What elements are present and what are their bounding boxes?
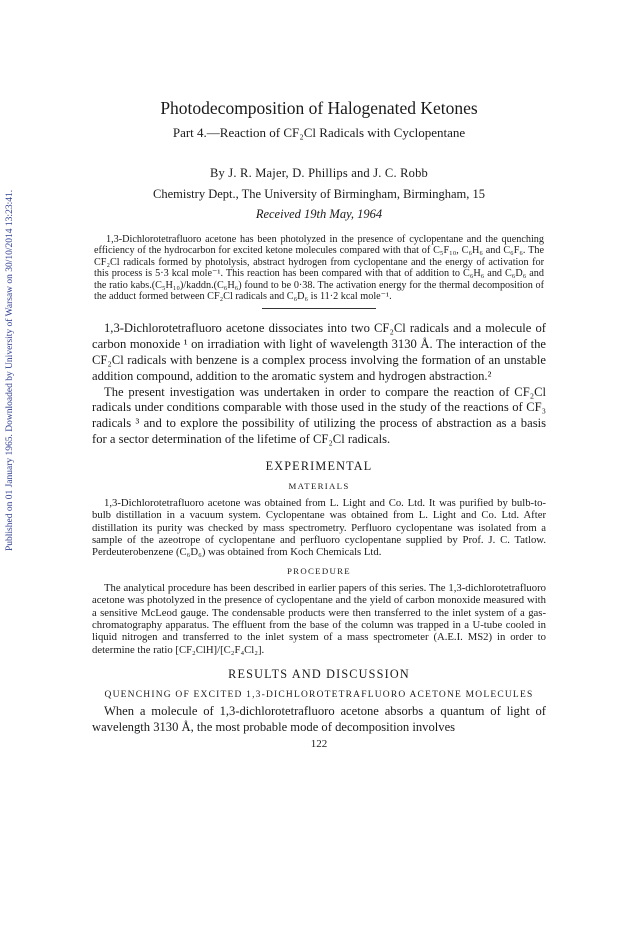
separator-rule — [262, 308, 376, 309]
page-number: 122 — [310, 737, 328, 750]
download-notice: Published on 01 January 1965. Downloaded by University of Warsaw on 30/10/2014 13:23:41. — [5, 189, 15, 551]
received-date: Received 19th May, 1964 — [255, 207, 383, 221]
subsection-heading-quenching: QUENCHING OF EXCITED 1,3-DICHLOROTETRAFLUORO ACETONE MOLECULES — [104, 690, 534, 701]
subsection-heading-materials: MATERIALS — [288, 480, 350, 491]
section-heading-experimental: EXPERIMENTAL — [265, 458, 373, 473]
paper-page — [92, 98, 546, 750]
section-heading-results: RESULTS AND DISCUSSION — [228, 667, 410, 682]
paper-authors: By J. R. Majer, D. Phillips and J. C. Robb — [210, 166, 428, 180]
results-paragraph: When a molecule of 1,3-dichlorotetrafluoro acetone absorbs a quantum of light of wavelength 3130 Å, the most probable mode of decomposition involves — [92, 704, 546, 735]
procedure-paragraph: The analytical procedure has been described in earlier papers of this series. The 1,3-dichlorotetrafluoro acetone was photolyzed in the presence of cyclopentane and the yield of carbon monoxide measured with a sensitive McLeod gauge. The condensable products were then transferred to the inlet system of a gas-chromatography apparatus. The effluent from the base of the column was trapped in a U-tube cooled in liquid nitrogen and transferred to the inlet system of a mass spectrometer (A.E.I. MS2) in order to determine the ratio [CF₂ClH]/[C₂F₄Cl₂]. — [92, 581, 546, 656]
paper-subtitle: Part 4.—Reaction of CF₂Cl Radicals with Cyclopentane — [172, 125, 466, 140]
subsection-heading-procedure: PROCEDURE — [286, 565, 351, 576]
materials-paragraph: 1,3-Dichlorotetrafluoro acetone was obtained from L. Light and Co. Ltd. It was purified by bulb-to-bulb distillation in a vacuum system. Cyclopentane was obtained from L. Light and Co. Ltd. After distillation its purity was checked by mass spectrometry. Perfluoro cyclopentane was isolated from a sample of the azeotrope of cyclopentane and perfluoro cyclopentane supplied by Prof. J. C. Tatlow. Perdeuterobenzene (C₆D₆) was obtained from Koch Chemicals Ltd. — [92, 496, 546, 559]
paper-title: Photodecomposition of Halogenated Ketones — [160, 98, 478, 118]
abstract: 1,3-Dichlorotetrafluoro acetone has been photolyzed in the presence of cyclopentane and the quenching efficiency of the hydrocarbon for excited ketone molecules compared with that of C₅F₁₀, C₆H₆ and C₆F₆. The CF₂Cl radicals formed by photolysis, abstract hydrogen from cyclopentane and the energy of activation for this process is 5·3 kcal mole⁻¹. This reaction has been compared with that of addition to C₆H₆ and C₆D₆ and the ratio kabs.(C₅H₁₀)/kaddn.(C₆H₆) found to be 0·38. The activation energy for the thermal decomposition of the adduct formed between CF₂Cl radicals and C₆D₆ is 11·2 kcal mole⁻¹. — [94, 234, 544, 303]
intro-paragraph-2: The present investigation was undertaken in order to compare the reaction of CF₂Cl radicals under conditions comparable with those used in the study of the reactions of CF₃ radicals ³ and to explore the possibility of utilizing the process of abstraction as a basis for a sector determination of the lifetime of CF₂Cl radicals. — [92, 384, 546, 447]
intro-paragraph-1: 1,3-Dichlorotetrafluoro acetone dissociates into two CF₂Cl radicals and a molecule of carbon monoxide ¹ on irradiation with light of wavelength 3130 Å. The interaction of the CF₂Cl radicals with benzene is a complex process involving the formation of an unstable addition compound, addition to the aromatic system and hydrogen abstraction.² — [92, 321, 546, 383]
paper-affiliation: Chemistry Dept., The University of Birmingham, Birmingham, 15 — [152, 187, 486, 201]
